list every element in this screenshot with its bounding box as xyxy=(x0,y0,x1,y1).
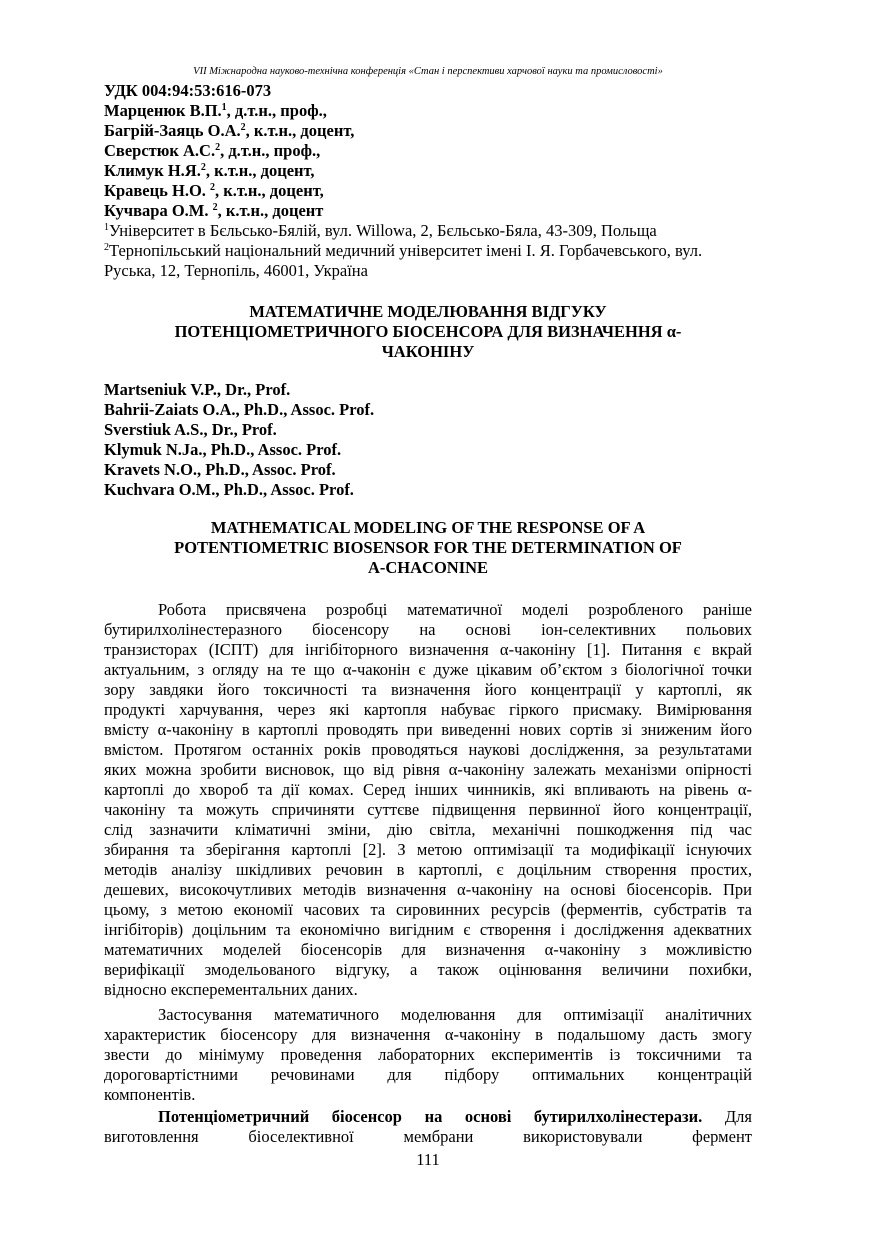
author-en: Klymuk N.Ja., Ph.D., Assoc. Prof. xyxy=(104,440,342,459)
udc-code: УДК 004:94:53:616-073 xyxy=(104,81,272,100)
paragraph-line: верифікації змодельованого відгуку, а також оцінювання величини похибки, xyxy=(104,960,752,979)
affiliation-1: $^1$Університет в Бєльсько-Бялій, вул. Willowa, 2, Бєльсько-Бяла, 43-309, Польща xyxy=(104,221,657,240)
author-ua: Багрій-Заяць О.А.$^2$, к.т.н., доцент, xyxy=(104,121,355,140)
authors-en xyxy=(104,380,752,500)
paragraph-3 xyxy=(104,1107,752,1147)
title-en-line: A-CHACONINE xyxy=(367,558,489,577)
paragraph-line: транзисторах (ІСПТ) для інгібіторного визначення α-чаконіну [1]. Питання є вкрай xyxy=(104,640,752,659)
paragraph-3-line: Потенціометричний біосенсор на основі бутирилхолінестерази. Для xyxy=(158,1107,752,1126)
paragraph-line: звести до мінімуму проведення лабораторних експериментів із токсичними та xyxy=(104,1045,752,1064)
author-en: Kuchvara O.M., Ph.D., Assoc. Prof. xyxy=(104,480,354,499)
page-number: 111 xyxy=(416,1150,440,1169)
author-en: Bahrii-Zaiats O.A., Ph.D., Assoc. Prof. xyxy=(104,400,375,419)
affiliation-2-cont: Руська, 12, Тернопіль, 46001, Україна xyxy=(104,261,368,280)
title-ua xyxy=(104,302,752,362)
author-ua: Сверстюк А.С.$^2$, д.т.н., проф., xyxy=(104,141,321,160)
paragraph-line: вмістом. Протягом останніх років проводяться наукові дослідження, за результатами xyxy=(104,740,752,759)
paragraph-line: компонентів. xyxy=(104,1085,196,1104)
title-ua-line: ПОТЕНЦІОМЕТРИЧНОГО БІОСЕНСОРА ДЛЯ ВИЗНАЧЕННЯ α- xyxy=(174,322,682,341)
paragraph-line: Робота присвячена розробці математичної моделі розробленого раніше xyxy=(158,600,752,619)
running-header: VII Міжнародна науково-технічна конференція «Стан і перспективи харчової науки та промисловості» xyxy=(193,66,663,77)
title-ua-line: ЧАКОНІНУ xyxy=(381,342,475,361)
paragraph-line: вмісту α-чаконіну в картоплі проводять при виведенні нових сортів зі зниженим його xyxy=(104,720,752,739)
paragraph-line: характеристик біосенсору для визначення α-чаконіну в подальшому дасть змогу xyxy=(104,1025,752,1044)
paragraph-1 xyxy=(104,600,752,1000)
paragraph-2 xyxy=(104,1005,752,1105)
title-en-line: POTENTIOMETRIC BIOSENSOR FOR THE DETERMINATION OF xyxy=(174,538,682,557)
paragraph-line: бутирилхолінестеразного біосенсору на основі іон-селективних польових xyxy=(104,620,752,639)
paragraph-line: актуальним, з огляду на те що α-чаконін є дуже цікавим об’єктом з біологічної точки xyxy=(104,660,752,679)
paragraph-line: математичних моделей біосенсорів для визначення α-чаконіну з можливістю xyxy=(104,940,752,959)
paragraph-line: методів аналізу шкідливих речовин в картоплі, є доцільним створення простих, xyxy=(104,860,752,879)
author-en: Martseniuk V.P., Dr., Prof. xyxy=(104,380,291,399)
paragraph-line: дороговартістними речовинами для підбору оптимальних концентрацій xyxy=(104,1065,752,1084)
authors-ua-list xyxy=(104,101,752,221)
author-en: Kravets N.O., Ph.D., Assoc. Prof. xyxy=(104,460,336,479)
affiliations xyxy=(104,221,752,281)
author-en: Sverstiuk A.S., Dr., Prof. xyxy=(104,420,277,439)
paragraph-line: збирання та зберігання картоплі [2]. З метою оптимізації та модифікації існуючих xyxy=(104,840,752,859)
title-en-line: MATHEMATICAL MODELING OF THE RESPONSE OF A xyxy=(210,518,646,537)
paragraph-line: Застосування математичного моделювання для оптимізації аналітичних xyxy=(158,1005,752,1024)
paragraph-3-line: виготовлення біоселективної мембрани використовували фермент xyxy=(104,1127,752,1146)
author-ua: Марценюк В.П.$^1$, д.т.н., проф., xyxy=(104,101,327,120)
paragraph-line: яких можна зробити висновок, що від рівня α-чаконіну залежать механізми опірності xyxy=(104,760,752,779)
paragraph-line: цьому, з метою економії часових та сировинних ресурсів (ферментів, субстратів та xyxy=(104,900,752,919)
affiliation-2: $^2$Тернопільський національний медичний університет імені І. Я. Горбачевського, вул. xyxy=(104,241,703,260)
paragraph-line: картоплі до хвороб та дії комах. Серед інших чинників, які впливають на рівень α- xyxy=(104,780,752,799)
author-ua: Кравець Н.О. $^2$, к.т.н., доцент, xyxy=(104,181,324,200)
paragraph-line: слід зазначити кліматичні зміни, дію світла, механічні пошкодження під час xyxy=(104,820,752,839)
paragraph-line: продукті харчування, через які картопля набуває гіркого присмаку. Вимірювання xyxy=(104,700,752,719)
title-en xyxy=(104,518,752,578)
author-ua: Кучвара О.М. $^2$, к.т.н., доцент xyxy=(104,201,324,220)
title-ua-line: МАТЕМАТИЧНЕ МОДЕЛЮВАННЯ ВІДГУКУ xyxy=(249,302,607,321)
paragraph-line: дешевих, високочутливих методів визначення α-чаконіну на основі біосенсорів. При xyxy=(104,880,752,899)
paragraph-line: інгібіторів) доцільним та економічно вигідним є створення і дослідження адекватних xyxy=(104,920,752,939)
paragraph-line: відносно експерементальних даних. xyxy=(104,980,358,999)
paragraph-line: чаконіну та можуть спричиняти суттєве підвищення первинної його концентрації, xyxy=(104,800,752,819)
paragraph-line: зору завдяки його токсичності та визначення його концентрації у картоплі, як xyxy=(104,680,752,699)
udc-and-authors xyxy=(104,81,752,221)
author-ua: Климук Н.Я.$^2$, к.т.н., доцент, xyxy=(104,161,315,180)
